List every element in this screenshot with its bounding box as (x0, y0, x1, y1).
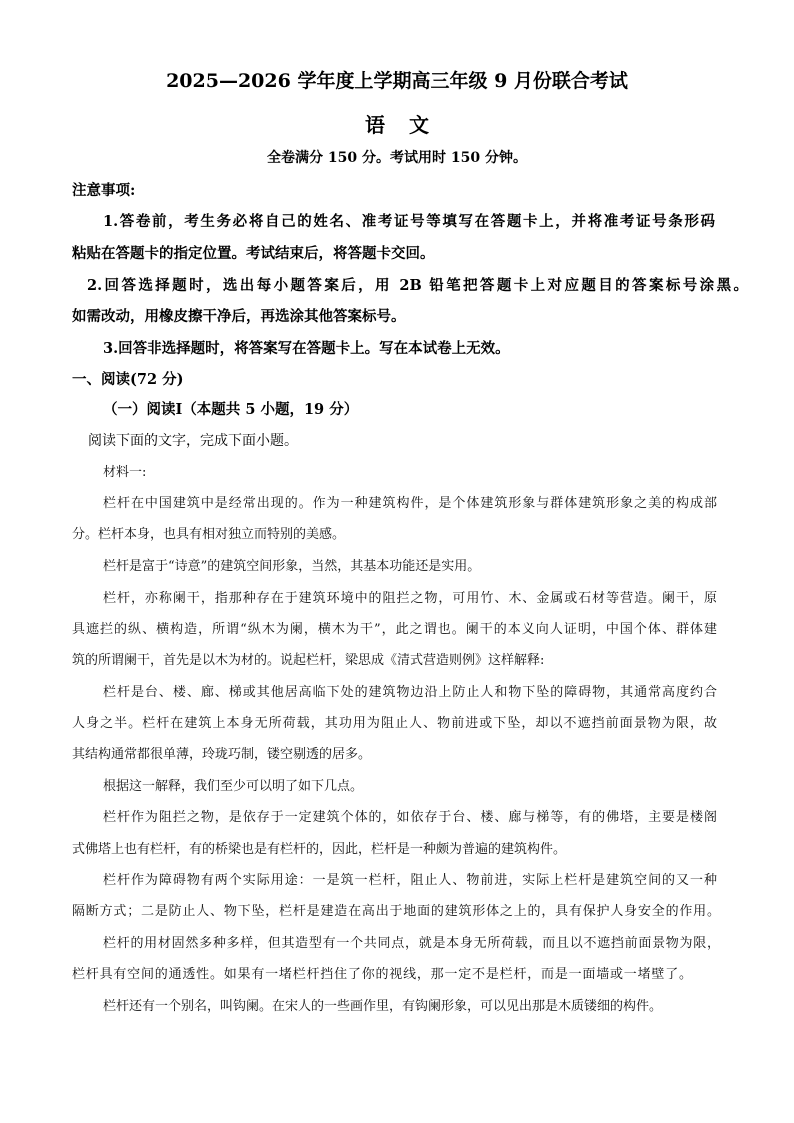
passage-p1-line-2: 分。栏杆本身，也具有相对独立而特别的美感。 (72, 527, 346, 542)
subject-title: 语文 (365, 113, 453, 137)
passage-p1-line-1: 栏杆在中国建筑中是经常出现的。作为一种建筑构件，是个体建筑形象与群体建筑形象之美的构成部 (103, 496, 717, 511)
section-heading: 一、阅读(72 分) (72, 371, 184, 388)
passage-p4-line-2: 人身之半。栏杆在建筑上本身无所荷载，其功用为阻止人、物前进或下坠，却以不遮挡前面景物为限，故 (72, 716, 717, 731)
passage-p4-line-1: 栏杆是台、楼、廊、梯或其他居高临下处的建筑物边沿上防止人和物下坠的障碍物，其通常高度约合 (103, 685, 717, 700)
passage-p7-line-1: 栏杆作为障碍物有两个实际用途：一是筑一栏杆，阻止人、物前进，实际上栏杆是建筑空间的又一种 (103, 873, 717, 888)
material-label: 材料一: (103, 465, 147, 480)
passage-p5-line-1: 根据这一解释，我们至少可以明了如下几点。 (103, 779, 364, 794)
passage-p6-line-1: 栏杆作为阻拦之物，是依存于一定建筑个体的，如依存于台、楼、廊与梯等，有的佛塔，主要是楼阁 (103, 810, 717, 825)
exam-title: 2025—2026 学年度上学期高三年级 9 月份联合考试 (166, 70, 628, 92)
passage-p8-line-2: 栏杆具有空间的通透性。如果有一堵栏杆挡住了你的视线，那一定不是栏杆，而是一面墙或一堵壁了。 (72, 967, 692, 982)
passage-p9-line-1: 栏杆还有一个别名，叫钩阑。在宋人的一些画作里，有钩阑形象，可以见出那是木质镂细的构件。 (103, 999, 663, 1014)
passage-p4-line-3: 其结构通常都很单薄，玲珑巧制，镂空剔透的居多。 (72, 747, 372, 762)
section-subheading: （一）阅读Ⅰ（本题共 5 小题，19 分） (103, 401, 359, 418)
passage-p8-line-1: 栏杆的用材固然多种多样，但其造型有一个共同点，就是本身无所荷载，而且以不遮挡前面景物为限， (103, 936, 720, 951)
notice-item-2-line-2: 如需改动，用橡皮擦干净后，再选涂其他答案标号。 (72, 308, 406, 325)
passage-p3-line-1: 栏杆，亦称阑干，指那种存在于建筑环境中的阻拦之物，可用竹、木、金属或石材等营造。阑干，原 (103, 591, 717, 606)
passage-p7-line-2: 隔断方式；二是防止人、物下坠，栏杆是建造在高出于地面的建筑形体之上的，具有保护人身安全的作用。 (72, 904, 720, 919)
exam-note: 全卷满分 150 分。考试用时 150 分钟。 (267, 150, 527, 166)
section-instruction: 阅读下面的文字，完成下面小题。 (88, 433, 298, 449)
notice-item-2-line-1: 2.回答选择题时，选出每小题答案后，用 2B 铅笔把答题卡上对应题目的答案标号涂黑。 (87, 277, 748, 294)
notice-item-1-line-1: 1.答卷前，考生务必将自己的姓名、准考证号等填写在答题卡上，并将准考证号条形码 (103, 213, 715, 230)
passage-p2-line-1: 栏杆是富于“诗意”的建筑空间形象，当然，其基本功能还是实用。 (103, 559, 481, 574)
notice-item-3: 3.回答非选择题时，将答案写在答题卡上。写在本试卷上无效。 (103, 340, 510, 357)
notice-heading: 注意事项: (72, 182, 136, 199)
passage-p3-line-2: 具遮拦的纵、横构造，所谓“纵木为阑，横木为干”，此之谓也。阑干的本义向人证明，中国个体、群体建 (72, 622, 717, 637)
passage-p6-line-2: 式佛塔上也有栏杆，有的桥梁也是有栏杆的，因此，栏杆是一种颇为普遍的建筑构件。 (72, 842, 567, 857)
notice-item-1-line-2: 粘贴在答题卡的指定位置。考试结束后，将答题卡交回。 (72, 245, 435, 262)
passage-p3-line-3: 筑的所谓阑干，首先是以木为材的。说起栏杆，梁思成《清式营造则例》这样解释: (72, 653, 545, 668)
